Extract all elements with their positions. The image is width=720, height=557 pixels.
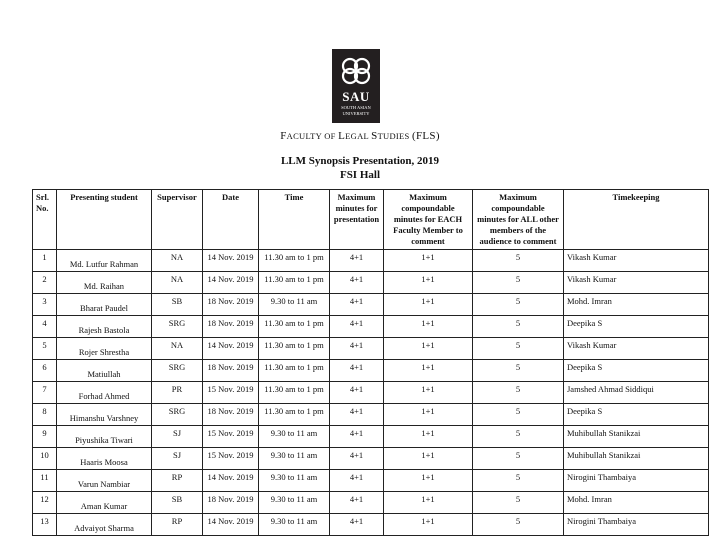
- cell-date: 18 Nov. 2019: [203, 360, 259, 382]
- document-title: LLM Synopsis Presentation, 2019: [280, 155, 440, 167]
- cell-supervisor: RP: [152, 514, 203, 536]
- cell-time: 11.30 am to 1 pm: [259, 360, 330, 382]
- venue-title: FSI Hall: [339, 169, 381, 181]
- cell-timekeeper: Muhibullah Stanikzai: [564, 426, 709, 448]
- cell-supervisor: SJ: [152, 426, 203, 448]
- table-row: [33, 360, 709, 382]
- cell-time: 11.30 am to 1 pm: [259, 382, 330, 404]
- cell-srl: 9: [33, 426, 57, 448]
- cell-timekeeper: Mohd. Imran: [564, 294, 709, 316]
- cell-student: Forhad Ahmed: [57, 382, 152, 404]
- cell-time: 11.30 am to 1 pm: [259, 404, 330, 426]
- table-row: [33, 426, 709, 448]
- cell-max-all: 5: [473, 426, 564, 448]
- cell-time: 9.30 to 11 am: [259, 426, 330, 448]
- logo-wordmark: SAU: [342, 89, 370, 104]
- cell-date: 14 Nov. 2019: [203, 250, 259, 272]
- faculty-heading: FACULTY OF LEGAL STUDIES (FLS): [280, 130, 440, 142]
- cell-date: 18 Nov. 2019: [203, 492, 259, 514]
- cell-supervisor: PR: [152, 382, 203, 404]
- cell-timekeeper: Mohd. Imran: [564, 492, 709, 514]
- cell-supervisor: SJ: [152, 448, 203, 470]
- cell-time: 11.30 am to 1 pm: [259, 338, 330, 360]
- cell-date: 18 Nov. 2019: [203, 316, 259, 338]
- cell-student: Advaiyot Sharma: [57, 514, 152, 536]
- cell-srl: 1: [33, 250, 57, 272]
- cell-max-all: 5: [473, 404, 564, 426]
- cell-max-presentation: 4+1: [330, 448, 384, 470]
- knot-emblem-icon: [338, 55, 374, 87]
- cell-max-presentation: 4+1: [330, 338, 384, 360]
- table-row: [33, 404, 709, 426]
- table-row: [33, 316, 709, 338]
- cell-date: 18 Nov. 2019: [203, 404, 259, 426]
- cell-max-each: 1+1: [384, 250, 473, 272]
- cell-supervisor: SRG: [152, 404, 203, 426]
- cell-timekeeper: Vikash Kumar: [564, 338, 709, 360]
- table-row: [33, 514, 709, 536]
- header-max-each: Maximum compoundable minutes for EACH Faculty Member to comment: [384, 190, 473, 250]
- logo-subtext-1: SOUTH ASIAN: [341, 105, 371, 110]
- cell-max-each: 1+1: [384, 404, 473, 426]
- cell-max-each: 1+1: [384, 470, 473, 492]
- cell-max-each: 1+1: [384, 382, 473, 404]
- header-max-presentation: Maximum minutes for presentation: [330, 190, 384, 250]
- cell-srl: 7: [33, 382, 57, 404]
- table-row: [33, 382, 709, 404]
- cell-supervisor: SRG: [152, 316, 203, 338]
- cell-max-presentation: 4+1: [330, 250, 384, 272]
- table-row: [33, 470, 709, 492]
- cell-student: Aman Kumar: [57, 492, 152, 514]
- header-max-all: Maximum compoundable minutes for ALL other members of the audience to comment: [473, 190, 564, 250]
- cell-srl: 13: [33, 514, 57, 536]
- cell-student: Md. Raihan: [57, 272, 152, 294]
- cell-supervisor: SB: [152, 492, 203, 514]
- cell-time: 9.30 to 11 am: [259, 470, 330, 492]
- cell-date: 18 Nov. 2019: [203, 294, 259, 316]
- cell-max-all: 5: [473, 492, 564, 514]
- cell-supervisor: NA: [152, 338, 203, 360]
- cell-timekeeper: Nirogini Thambaiya: [564, 470, 709, 492]
- cell-max-each: 1+1: [384, 360, 473, 382]
- cell-time: 11.30 am to 1 pm: [259, 272, 330, 294]
- cell-max-all: 5: [473, 360, 564, 382]
- cell-srl: 3: [33, 294, 57, 316]
- cell-time: 9.30 to 11 am: [259, 514, 330, 536]
- cell-max-presentation: 4+1: [330, 492, 384, 514]
- cell-srl: 8: [33, 404, 57, 426]
- cell-supervisor: RP: [152, 470, 203, 492]
- cell-max-each: 1+1: [384, 492, 473, 514]
- cell-student: Rojer Shrestha: [57, 338, 152, 360]
- cell-timekeeper: Muhibullah Stanikzai: [564, 448, 709, 470]
- table-row: [33, 338, 709, 360]
- schedule-table: [32, 189, 709, 536]
- cell-max-presentation: 4+1: [330, 514, 384, 536]
- cell-date: 14 Nov. 2019: [203, 272, 259, 294]
- cell-supervisor: SRG: [152, 360, 203, 382]
- table-row: [33, 448, 709, 470]
- cell-max-all: 5: [473, 316, 564, 338]
- cell-max-all: 5: [473, 338, 564, 360]
- cell-timekeeper: Vikash Kumar: [564, 250, 709, 272]
- cell-srl: 5: [33, 338, 57, 360]
- table-row: [33, 294, 709, 316]
- cell-srl: 4: [33, 316, 57, 338]
- cell-max-all: 5: [473, 470, 564, 492]
- cell-student: Varun Nambiar: [57, 470, 152, 492]
- cell-max-all: 5: [473, 448, 564, 470]
- cell-time: 11.30 am to 1 pm: [259, 316, 330, 338]
- cell-max-each: 1+1: [384, 514, 473, 536]
- header-time: Time: [259, 190, 330, 250]
- cell-supervisor: NA: [152, 272, 203, 294]
- cell-timekeeper: Deepika S: [564, 360, 709, 382]
- cell-max-all: 5: [473, 382, 564, 404]
- cell-max-presentation: 4+1: [330, 470, 384, 492]
- table-row: [33, 250, 709, 272]
- cell-srl: 12: [33, 492, 57, 514]
- cell-date: 14 Nov. 2019: [203, 514, 259, 536]
- cell-max-presentation: 4+1: [330, 294, 384, 316]
- cell-timekeeper: Nirogini Thambaiya: [564, 514, 709, 536]
- cell-date: 14 Nov. 2019: [203, 338, 259, 360]
- header-timekeeping: Timekeeping: [564, 190, 709, 250]
- cell-time: 11.30 am to 1 pm: [259, 250, 330, 272]
- cell-student: Md. Lutfur Rahman: [57, 250, 152, 272]
- table-row: [33, 492, 709, 514]
- cell-date: 15 Nov. 2019: [203, 382, 259, 404]
- cell-student: Haaris Moosa: [57, 448, 152, 470]
- table-row: [33, 272, 709, 294]
- header-srl: Srl. No.: [33, 190, 57, 250]
- cell-student: Bharat Paudel: [57, 294, 152, 316]
- cell-student: Piyushika Tiwari: [57, 426, 152, 448]
- header-supervisor: Supervisor: [152, 190, 203, 250]
- cell-timekeeper: Deepika S: [564, 316, 709, 338]
- cell-date: 15 Nov. 2019: [203, 426, 259, 448]
- cell-max-each: 1+1: [384, 426, 473, 448]
- cell-srl: 10: [33, 448, 57, 470]
- cell-max-each: 1+1: [384, 448, 473, 470]
- cell-student: Rajesh Bastola: [57, 316, 152, 338]
- cell-timekeeper: Deepika S: [564, 404, 709, 426]
- cell-srl: 11: [33, 470, 57, 492]
- cell-time: 9.30 to 11 am: [259, 294, 330, 316]
- cell-max-all: 5: [473, 514, 564, 536]
- cell-max-all: 5: [473, 250, 564, 272]
- cell-date: 14 Nov. 2019: [203, 470, 259, 492]
- cell-student: Himanshu Varshney: [57, 404, 152, 426]
- cell-max-each: 1+1: [384, 294, 473, 316]
- cell-srl: 6: [33, 360, 57, 382]
- cell-time: 9.30 to 11 am: [259, 492, 330, 514]
- cell-supervisor: SB: [152, 294, 203, 316]
- cell-max-presentation: 4+1: [330, 316, 384, 338]
- cell-supervisor: NA: [152, 250, 203, 272]
- cell-student: Matiullah: [57, 360, 152, 382]
- cell-max-all: 5: [473, 272, 564, 294]
- logo-subtext-2: UNIVERSITY: [342, 111, 370, 116]
- cell-timekeeper: Vikash Kumar: [564, 272, 709, 294]
- cell-date: 15 Nov. 2019: [203, 448, 259, 470]
- university-logo: [332, 49, 380, 123]
- header-date: Date: [203, 190, 259, 250]
- cell-timekeeper: Jamshed Ahmad Siddiqui: [564, 382, 709, 404]
- cell-max-presentation: 4+1: [330, 360, 384, 382]
- table-header-row: [33, 190, 709, 250]
- cell-srl: 2: [33, 272, 57, 294]
- cell-max-presentation: 4+1: [330, 426, 384, 448]
- cell-max-presentation: 4+1: [330, 272, 384, 294]
- cell-max-each: 1+1: [384, 338, 473, 360]
- cell-max-all: 5: [473, 294, 564, 316]
- header-student: Presenting student: [57, 190, 152, 250]
- cell-max-presentation: 4+1: [330, 404, 384, 426]
- cell-max-each: 1+1: [384, 272, 473, 294]
- cell-max-presentation: 4+1: [330, 382, 384, 404]
- cell-max-each: 1+1: [384, 316, 473, 338]
- cell-time: 9.30 to 11 am: [259, 448, 330, 470]
